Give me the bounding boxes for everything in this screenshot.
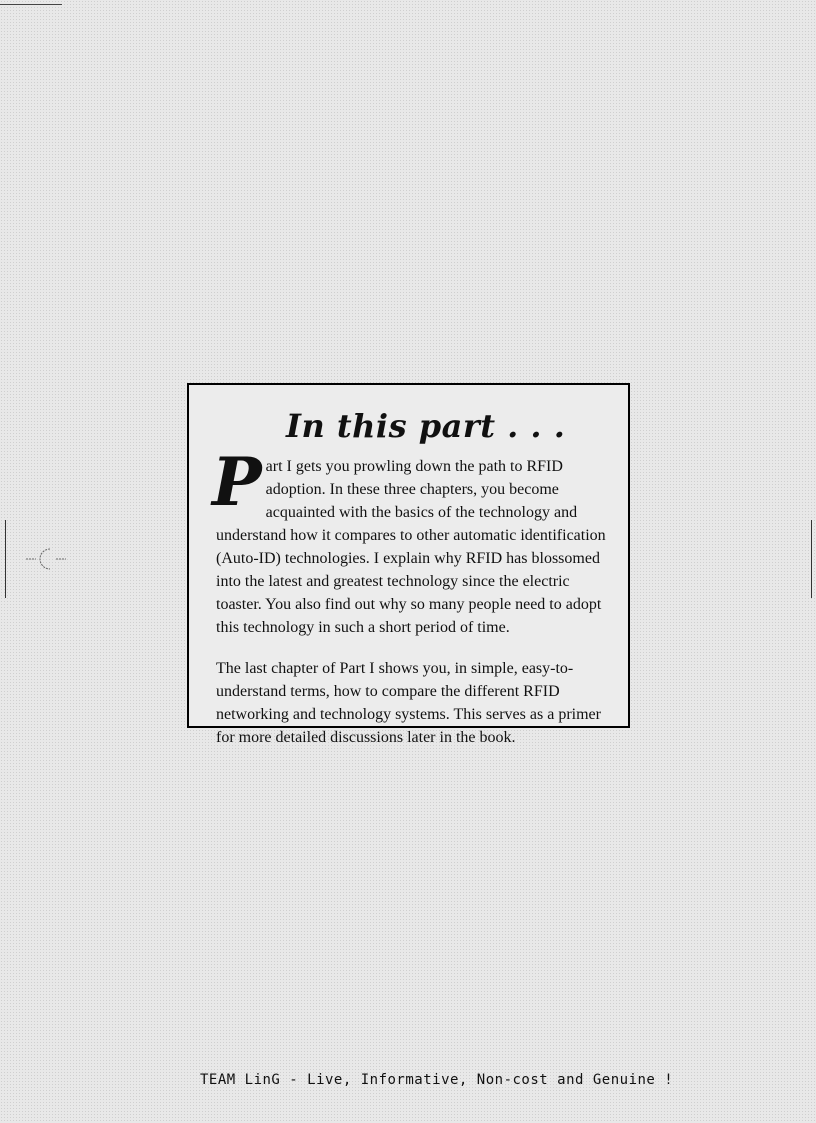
paragraph-1-text: art I gets you prowling down the path to RFID adoption. In these three chapters, you become acquainted with the basics of the technology and understand how it compares to other automatic identification (Auto-ID) technologies. I explain why RFID has blossomed into the latest and greatest technology since the electric toaster. You also find out why so many people need to adopt this technology in such a short period of time. — [216, 458, 606, 636]
in-this-part-box — [187, 383, 630, 746]
registration-mark-icon — [24, 545, 68, 573]
box-heading: In this part . . . — [286, 407, 566, 445]
drop-cap: P — [212, 443, 262, 521]
box-body — [212, 443, 611, 765]
paragraph-1 — [212, 443, 611, 639]
footer-text: TEAM LinG - Live, Informative, Non-cost and Genuine ! — [200, 1072, 674, 1088]
page-edge-line-left — [5, 520, 6, 598]
paragraph-2: The last chapter of Part I shows you, in simple, easy-to-understand terms, how to compare the different RFID networking and technology systems. This serves as a primer for more detailed discussions later in the book. — [216, 660, 601, 746]
crop-mark-top — [0, 4, 62, 5]
page-edge-line-right — [811, 520, 812, 598]
